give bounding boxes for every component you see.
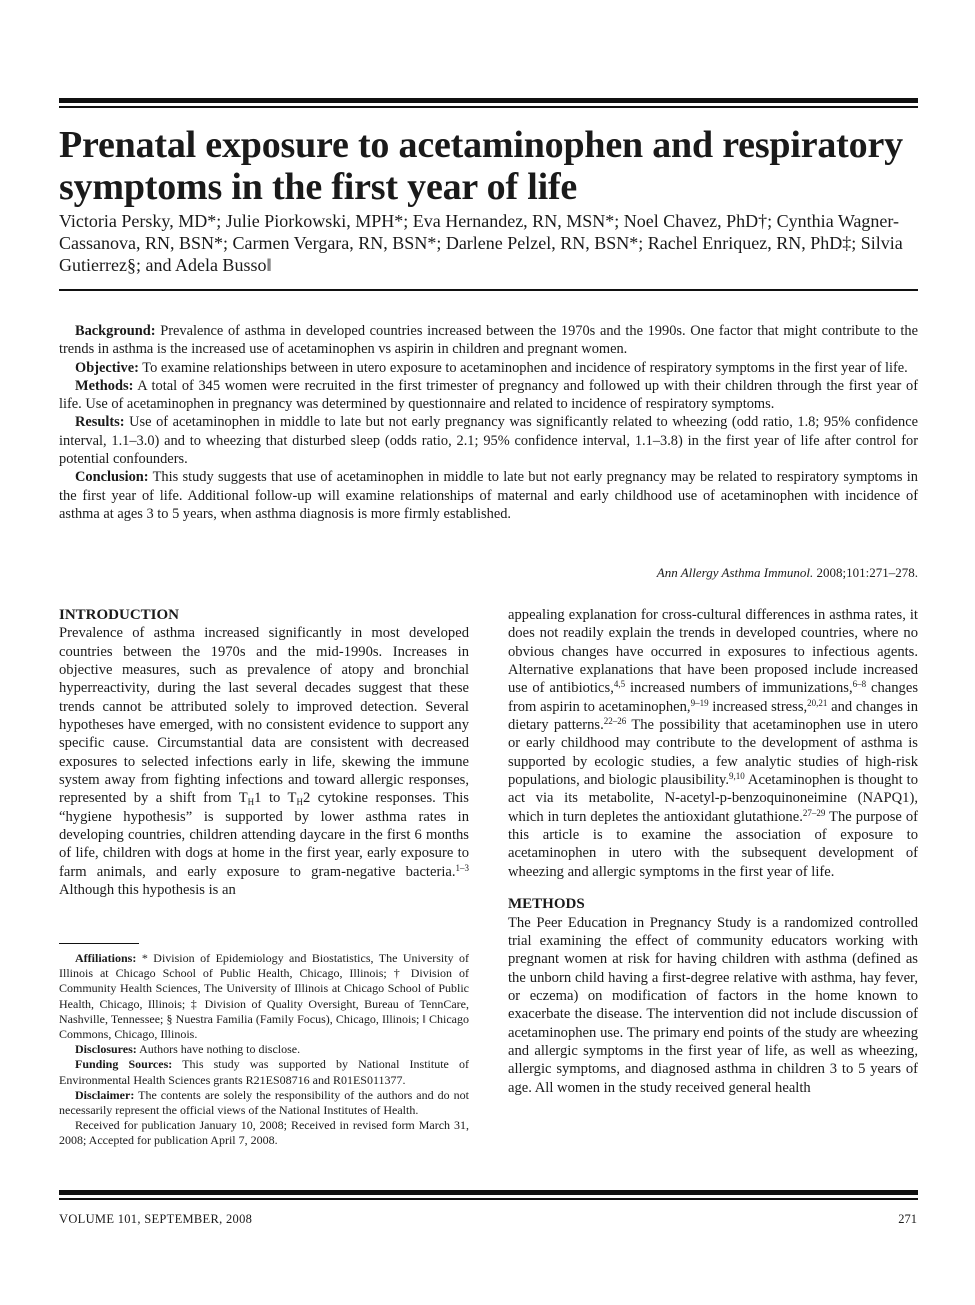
background-text: Prevalence of asthma in developed countries increased between the 1970s and the 1990s. One factor that might contribute to the trends in asthma is the increased use of acetaminophen vs aspirin in children and pregnant women. (59, 323, 918, 358)
header-rule-thin (59, 106, 918, 108)
funding-text: This study was supported by National Institute of Environmental Health Sciences grants R21ES08716 and R01ES011377. (59, 1057, 469, 1087)
intro-text-f: changes from aspirin to acetaminophen, (508, 680, 919, 715)
affiliations-label: Affiliations: (75, 951, 137, 965)
footnote-disclosures (59, 1042, 469, 1057)
left-column (59, 606, 469, 900)
footnote-disclaimer (59, 1088, 469, 1118)
intro-text-j: Acetaminophen is thought to act via its metabolite, N-acetyl-p-benzoquinoneimine (NAPQ1), which in turn depletes the antioxidant glutathione. (508, 772, 918, 825)
right-column (508, 606, 918, 1097)
abstract-methods (59, 377, 918, 414)
methods-text: A total of 345 women were recruited in the first trimester of pregnancy and followed up with their children through the first year of life. Use of acetaminophen in pregnancy was determined by questionnaire and related to incidence of respiratory symptoms. (59, 377, 918, 413)
methods-label: Methods: (75, 377, 134, 394)
methods-paragraph: The Peer Education in Pregnancy Study is a randomized controlled trial examining the effect of community educators working with pregnant women at risk for having children with asthma (defined as the unborn child having a first-degree relative with asthma, hay fever, or eczema) on modification of factors in the home known to exacerbate the disease. The intervention did not include discussion of acetaminophen use. The primary end points of the study are wheezing and allergic symptoms in the first year of life, as well as wheezing, allergic symptoms, and diagnosed asthma in children 3 to 5 years of age. All women in the study received general health (508, 914, 918, 1096)
intro-paragraph-continued: appealing explanation for cross-cultural differences in asthma rates, it does not readily explain the trends in developed countries, where no obvious changes have occurred in exposures to infectious agents. Alternative explanations that have been proposed include increased use of antibiotics,$^{4,5}$ increased numbers of immunizations,$^{6-8}$ changes from aspirin to acetaminophen,$^{9-19}$ increased stress,$^{20,21}$ and changes in dietary patterns.$^{22-26}$ The possibility that acetaminophen use in utero or early childhood may contribute to the development of asthma is supported by ecologic studies, a few analytic studies of high-risk populations, and biologic plausibility.$^{9,10}$ Acetaminophen is thought to act via its metabolite, N-acetyl-p-benzoquinoneimine (NAPQ1), which in turn depletes the antioxidant glutathione.$^{27-29}$ The purpose of this article is to examine the association of exposure to acetaminophen in utero with the subsequent development of wheezing and allergic symptoms in the first year of life. (508, 607, 919, 880)
intro-text-h: and changes in dietary patterns. (508, 698, 918, 734)
disclaimer-label: Disclaimer: (75, 1087, 135, 1102)
reference-marker: 6–8 (852, 679, 867, 690)
intro-paragraph-start: Prevalence of asthma increased significantly in most developed countries between the 1970s and the mid-1990s. Increases in objective measures, such as prevalence of atopy and bronchial hyperreactivity, during the last several decades suggest that these trends cannot be attributed solely to improved detection. Several hypotheses have emerged, with no consistent evidence to support any specific cause. Circumstantial data are consistent with decreased exposures to selected infections early in life, skewing the immune system away from fighting infections and toward allergic responses, represented by a shift from $T_H1$ to $T_H2$ cytokine responses. This “hygiene hypothesis” is supported by lower asthma rates in developing countries, children attending daycare in the first 6 months of life, children with dogs at home in the first year, early exposure to farm animals, and early exposure to gram-negative bacteria.$^{1-3}$ Although this hypothesis is an (59, 625, 469, 899)
abstract (59, 322, 918, 523)
article-title: Prenatal exposure to acetaminophen and respiratory symptoms in the first year of life (59, 124, 903, 208)
intro-text-k: The purpose of this article is to examine the association of exposure to acetaminophen in utero with the subsequent development of wheezing and allergic symptoms in the first year of life. (508, 808, 919, 880)
footer-rule-thick (59, 1190, 918, 1195)
citation-volume: 2008;101:271–278. (816, 565, 918, 580)
funding-label: Funding Sources: (75, 1057, 173, 1072)
intro-text-e: increased numbers of immunizations, (625, 680, 853, 697)
abstract-background (59, 322, 918, 359)
footer-rule-thin (59, 1198, 918, 1200)
intro-text-b: 1 to T (254, 790, 297, 807)
reference-marker: 1–3 (455, 862, 469, 873)
citation-journal: Ann Allergy Asthma Immunol. (656, 565, 814, 580)
volume-info: VOLUME 101, SEPTEMBER, 2008 (59, 1212, 253, 1226)
conclusion-label: Conclusion: (75, 469, 149, 486)
intro-text-c: 2 cytokine responses. This “hygiene hypothesis” is supported by lower asthma rates in developing countries, children attending daycare in the first 6 months of life, children with dogs at home in the first year, early exposure to farm animals, and early exposure to gram-negative bacteria. (59, 790, 469, 880)
conclusion-text: This study suggests that use of acetaminophen in middle to late but not early pregnancy may be related to respiratory symptoms in the first year of life. Additional follow-up will examine relationships of maternal and early childhood use of acetaminophen with incidence of asthma at ages 3 to 5 years, when asthma diagnosis is more firmly established. (59, 469, 918, 522)
abstract-conclusion (59, 468, 918, 523)
reference-marker: 9,10 (729, 771, 745, 782)
methods-heading: METHODS (508, 896, 585, 913)
disclaimer-text: The contents are solely the responsibility of the authors and do not necessarily represent the official views of the National Institutes of Health. (59, 1087, 469, 1118)
reference-marker: 20,21 (807, 697, 828, 708)
intro-text-a: Prevalence of asthma increased significantly in most developed countries between the 1970s and the mid-1990s. Increases in objective measures, such as prevalence of atopy and bronchial hyperreactivity, during the last several decades suggest that these trends cannot be attributed solely to improved detection. Several hypotheses have emerged, with no consistent evidence to support any specific cause. Circumstantial data are consistent with decreased exposures to selected infections early in life, skewing the immune system away from fighting infections and toward allergic responses, represented by a shift from T (59, 625, 469, 807)
reference-marker: 27–29 (802, 807, 826, 818)
reference-marker: 4,5 (613, 679, 626, 690)
author-list: Victoria Persky, MD*; Julie Piorkowski, MPH*; Eva Hernandez, RN, MSN*; Noel Chavez, PhD†; Cynthia Wagner-Cassanova, RN, BSN*; Carmen Vergara, RN, BSN*; Darlene Pelzel, RN, BSN*; Rachel Enriquez, RN, PhD‡; Silvia Gutierrez§; and Adela Busso‖ (59, 211, 903, 275)
reference-marker: 9–19 (690, 697, 709, 708)
disclosures-label: Disclosures: (75, 1042, 137, 1057)
footnote-funding (59, 1057, 469, 1087)
introduction-heading: INTRODUCTION (59, 607, 180, 623)
subscript-h: H (296, 797, 303, 808)
footnote-rule (59, 943, 139, 944)
reference-marker: 22–26 (603, 716, 627, 727)
page-number: 271 (898, 1212, 917, 1226)
results-text: Use of acetaminophen in middle to late but not early pregnancy was significantly related to wheezing (odd ratio, 1.8; 95% confidence interval, 1.1–3.0) and to wheezing that disturbed sleep (odds ratio, 2.1; 95% confidence interval, 1.1–3.8) in the first year of life after control for potential confounders. (59, 414, 918, 468)
footnotes (59, 951, 469, 1149)
background-label: Background: (75, 323, 156, 339)
citation (657, 565, 918, 581)
footnote-affiliations (59, 951, 469, 1042)
intro-text-i: The possibility that acetaminophen use in utero or early childhood may contribute to the development of asthma is supported by ecologic studies, a few analytic studies of high-risk populations, and biologic plausibility. (508, 717, 919, 789)
abstract-results (59, 413, 918, 468)
disclosures-text: Authors have nothing to disclose. (139, 1042, 301, 1057)
header-rule-thick (59, 98, 918, 103)
objective-label: Objective: (75, 359, 139, 376)
abstract-objective (59, 359, 918, 377)
results-label: Results: (75, 414, 125, 431)
footnote-received: Received for publication January 10, 2008; Received in revised form March 31, 2008; Accepted for publication April 7, 2008. (59, 1118, 469, 1148)
affiliations-text: * Division of Epidemiology and Biostatistics, The University of Illinois at Chicago School of Public Health, Chicago, Illinois; † Division of Community Health Sciences, The University of Illinois at Chicago School of Public Health, Chicago, Illinois; ‡ Division of Quality Oversight, Bureau of TennCare, Nashville, Tennessee; § Nuestra Familia (Family Focus), Chicago, Illinois; ‖ Chicago Commons, Chicago, Illinois. (59, 951, 470, 1042)
subscript-h: H (247, 797, 255, 808)
author-rule (59, 289, 918, 291)
intro-text-g: increased stress, (708, 698, 808, 715)
objective-text: To examine relationships between in utero exposure to acetaminophen and incidence of respiratory symptoms in the first year of life. (142, 359, 908, 376)
